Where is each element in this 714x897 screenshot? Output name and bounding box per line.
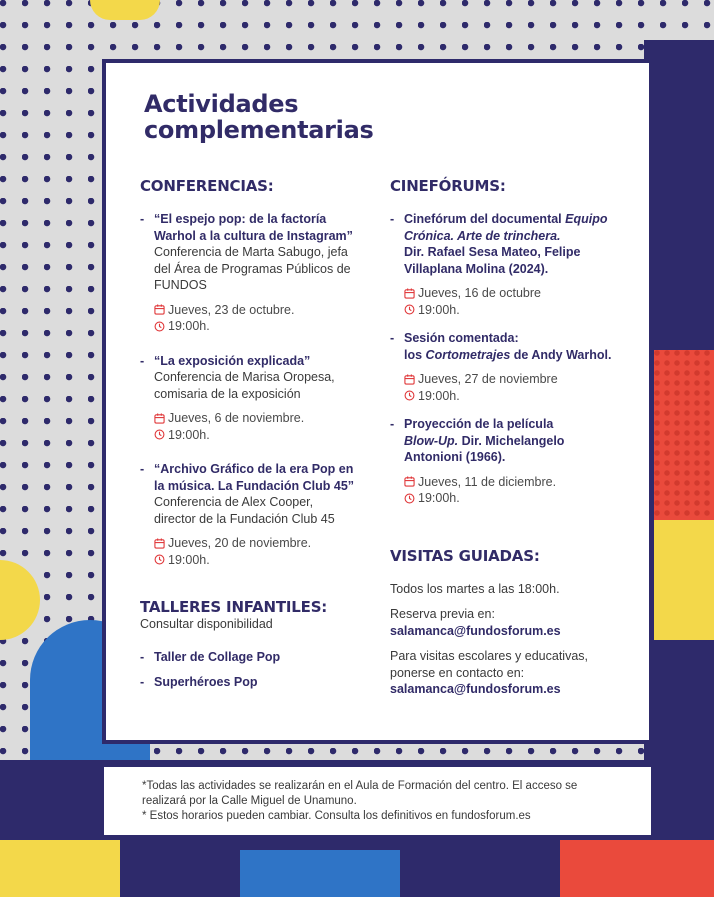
- clock-icon: [154, 554, 165, 565]
- title-line: [404, 433, 630, 450]
- escolares-line: Para visitas escolares y educativas,: [390, 649, 589, 663]
- title-text: Dir. Michelangelo: [458, 433, 565, 448]
- title-line: “El espejo pop: de la factoría: [154, 212, 327, 226]
- dash-marker: -: [140, 649, 145, 664]
- calendar-icon: [154, 413, 165, 424]
- dash-marker: -: [140, 353, 145, 368]
- taller-label: Taller de Collage Pop: [154, 649, 281, 664]
- dash-marker: -: [390, 212, 395, 226]
- time-row: [154, 552, 376, 569]
- calendar-icon: [154, 304, 165, 315]
- title-line: Sesión comentada:: [404, 331, 519, 345]
- title-text: de Andy Warhol.: [510, 347, 612, 362]
- time-row: [404, 490, 630, 507]
- event-meta: [404, 371, 630, 404]
- desc-line: director de la Fundación Club 45: [154, 511, 335, 526]
- left-column: [140, 177, 376, 691]
- event-date: Jueves, 16 de octubre: [418, 286, 541, 300]
- reserva-label: Reserva previa en:: [390, 607, 495, 621]
- conference-title: [154, 461, 376, 494]
- event-meta: [154, 410, 376, 443]
- event-time: 19:00h.: [168, 427, 210, 442]
- conference-title: “La exposición explicada”: [154, 353, 311, 368]
- title-line: “Archivo Gráfico de la era Pop en: [154, 462, 354, 476]
- cineforum-title: [404, 416, 630, 466]
- title-line: Antonioni (1966).: [404, 450, 506, 464]
- conference-description: [154, 244, 376, 294]
- desc-line: Conferencia de Marisa Oropesa,: [154, 370, 335, 384]
- escolares-line: ponerse en contacto en:: [390, 665, 525, 680]
- desc-line: del Área de Programas Públicos de: [154, 261, 351, 276]
- event-time: 19:00h.: [418, 388, 460, 403]
- decorative-shape: [90, 0, 160, 20]
- event-date: Jueves, 23 de octubre.: [168, 302, 295, 317]
- title-line: Warhol a la cultura de Instagram”: [154, 228, 353, 243]
- clock-icon: [154, 321, 165, 332]
- title-line: Actividades: [144, 90, 299, 118]
- cineforum-item: [390, 211, 630, 318]
- talleres-subtitle: Consultar disponibilidad: [140, 617, 273, 631]
- conferencias-heading: CONFERENCIAS:: [140, 177, 274, 195]
- visitas-schedule: Todos los martes a las 18:00h.: [390, 581, 560, 596]
- conference-item: [140, 211, 376, 335]
- taller-item: [140, 649, 376, 666]
- event-meta: [404, 474, 630, 507]
- desc-line: comisaria de la exposición: [154, 386, 301, 401]
- title-line: complementarias: [144, 116, 374, 144]
- decorative-shape: [240, 850, 400, 897]
- calendar-icon: [154, 538, 165, 549]
- clock-icon: [404, 390, 415, 401]
- title-line: Dir. Rafael Sesa Mateo, Felipe: [404, 245, 581, 259]
- conference-title: [154, 211, 376, 244]
- escolares-email-link[interactable]: salamanca@fundosforum.es: [390, 682, 561, 696]
- event-meta: [404, 285, 630, 318]
- cineforum-item: [390, 416, 630, 507]
- decorative-shape: [654, 350, 714, 520]
- footer-line: * Estos horarios pueden cambiar. Consulta los definitivos en fundosforum.es: [142, 810, 531, 822]
- title-line: [404, 347, 630, 364]
- desc-line: Conferencia de Alex Cooper,: [154, 495, 314, 509]
- date-row: [154, 302, 376, 319]
- visitas-heading: VISITAS GUIADAS:: [390, 546, 540, 565]
- event-date: Jueves, 11 de diciembre.: [418, 474, 557, 489]
- event-time: 19:00h.: [168, 552, 210, 567]
- footer-line: *Todas las actividades se realizarán en el Aula de Formación del centro. El acceso se: [142, 780, 578, 792]
- event-date: Jueves, 6 de noviembre.: [168, 411, 305, 425]
- page-title: [144, 91, 374, 143]
- time-row: [154, 318, 376, 335]
- time-row: [404, 302, 630, 319]
- date-row: [154, 535, 376, 552]
- decorative-shape: [0, 560, 40, 640]
- title-italic: Blow-Up.: [404, 433, 459, 448]
- talleres-heading: TALLERES INFANTILES:: [140, 598, 328, 616]
- title-line: [404, 211, 630, 228]
- event-meta: [154, 535, 376, 568]
- calendar-icon: [404, 476, 415, 487]
- decorative-shape: [0, 840, 120, 897]
- calendar-icon: [404, 288, 415, 299]
- visitas-reserva: [390, 606, 630, 639]
- conference-item: [140, 353, 376, 444]
- conference-item: [140, 461, 376, 568]
- event-date: Jueves, 27 de noviembre: [418, 372, 558, 386]
- clock-icon: [404, 304, 415, 315]
- date-row: [404, 474, 630, 491]
- cineforum-title: [404, 330, 630, 363]
- event-time: 19:00h.: [168, 319, 210, 333]
- cineforum-item: [390, 330, 630, 404]
- footer-notes: [102, 765, 653, 837]
- dash-marker: -: [140, 212, 145, 226]
- title-text: Cinefórum del documental: [404, 212, 566, 226]
- reserva-email-link[interactable]: salamanca@fundosforum.es: [390, 623, 561, 638]
- taller-item: [140, 674, 376, 691]
- event-date: Jueves, 20 de noviembre.: [168, 536, 312, 550]
- decorative-shape: [560, 840, 714, 897]
- conference-description: [154, 494, 376, 527]
- conference-description: [154, 369, 376, 402]
- dash-marker: -: [390, 331, 395, 345]
- cineforums-heading: CINEFÓRUMS:: [390, 177, 506, 195]
- time-row: [404, 388, 630, 405]
- event-time: 19:00h.: [418, 302, 460, 317]
- footer-line: realizará por la Calle Miguel de Unamuno.: [142, 795, 357, 807]
- time-row: [154, 427, 376, 444]
- cineforum-title: [404, 211, 630, 277]
- calendar-icon: [404, 374, 415, 385]
- title-line: Villaplana Molina (2024).: [404, 261, 549, 276]
- clock-icon: [154, 429, 165, 440]
- activities-card: [102, 59, 653, 744]
- desc-line: Conferencia de Marta Sabugo, jefa: [154, 245, 348, 259]
- title-italic: Equipo: [565, 212, 608, 226]
- taller-label: Superhéroes Pop: [154, 675, 258, 689]
- date-row: [404, 371, 630, 388]
- event-time: 19:00h.: [418, 491, 460, 505]
- title-line: Proyección de la película: [404, 417, 554, 431]
- dash-marker: -: [390, 417, 395, 431]
- date-row: [154, 410, 376, 427]
- dash-marker: -: [140, 675, 145, 689]
- date-row: [404, 285, 630, 302]
- title-italic: Cortometrajes: [425, 347, 511, 362]
- title-text: los: [404, 347, 426, 362]
- visitas-escolares: [390, 648, 630, 698]
- clock-icon: [404, 493, 415, 504]
- title-line: Crónica. Arte de trinchera.: [404, 228, 561, 243]
- decorative-shape: [654, 520, 714, 640]
- event-meta: [154, 302, 376, 335]
- dash-marker: -: [140, 462, 145, 476]
- title-line: la música. La Fundación Club 45”: [154, 478, 355, 493]
- desc-line: FUNDOS: [154, 278, 207, 292]
- right-column: [390, 177, 630, 698]
